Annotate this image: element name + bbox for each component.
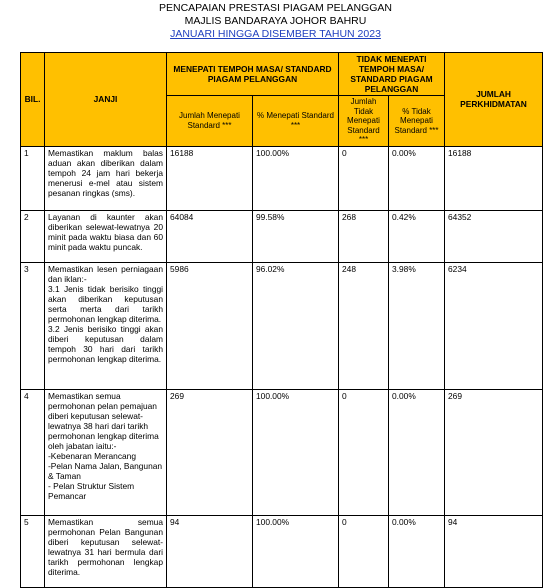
cell-bil: 2 <box>21 210 45 262</box>
cell-bil: 3 <box>21 262 45 389</box>
cell-jumlah-menepati: 16188 <box>167 146 253 210</box>
janji-text: - Pelan Struktur Sistem Pemancar <box>48 480 135 501</box>
table-row <box>21 210 543 262</box>
janji-text: -Kebenaran Merancang <box>48 450 136 461</box>
cell-pct-tidak: 0.00% <box>389 146 445 210</box>
cell-pct-tidak: 0.42% <box>389 210 445 262</box>
table-row <box>21 389 543 515</box>
cell-janji <box>45 515 167 587</box>
cell-pct-menepati: 100.00% <box>253 515 339 587</box>
cell-jumlah-tidak: 268 <box>339 210 389 262</box>
header-jumlah-tidak-menepati: Jumlah Tidak Menepati Standard *** <box>339 96 389 147</box>
header-pct-menepati: % Menepati Standard *** <box>253 96 339 147</box>
cell-janji <box>45 262 167 389</box>
header-janji: JANJI <box>45 53 167 147</box>
cell-bil: 5 <box>21 515 45 587</box>
janji-text: Memastikan lesen perniagaan dan iklan:- <box>48 263 163 284</box>
cell-jumlah-menepati: 5986 <box>167 262 253 389</box>
document-header <box>0 2 551 41</box>
cell-janji <box>45 146 167 210</box>
cell-pct-menepati: 96.02% <box>253 262 339 389</box>
cell-pct-menepati: 100.00% <box>253 389 339 515</box>
janji-text: Memastikan semua permohonan Pelan Bangunan diberi keputusan selewat-lewatnya 31 hari bermula dari tarikh permohonan lengkap diterima. <box>48 516 163 577</box>
cell-jumlah-menepati: 269 <box>167 389 253 515</box>
janji-text: Layanan di kaunter akan diberikan selewat-lewatnya 20 minit pada waktu biasa dan 60 minit pada waktu puncak. <box>48 211 163 252</box>
cell-jumlah: 6234 <box>445 262 543 389</box>
cell-jumlah-tidak: 248 <box>339 262 389 389</box>
header-menepati-group: MENEPATI TEMPOH MASA/ STANDARD PIAGAM PELANGGAN <box>167 53 339 96</box>
cell-jumlah: 64352 <box>445 210 543 262</box>
header-tidak-menepati-group: TIDAK MENEPATI TEMPOH MASA/ STANDARD PIAGAM PELANGGAN <box>339 53 445 96</box>
cell-pct-menepati: 100.00% <box>253 146 339 210</box>
cell-jumlah: 16188 <box>445 146 543 210</box>
table-row <box>21 515 543 587</box>
title-line-1: PENCAPAIAN PRESTASI PIAGAM PELANGGAN <box>158 2 392 14</box>
janji-text: Memastikan maklum balas aduan akan diberikan dalam tempoh 24 jam hari bekerja menerusi e-mel atau sistem pesanan ringkas (sms). <box>48 147 163 198</box>
cell-bil: 4 <box>21 389 45 515</box>
cell-jumlah-tidak: 0 <box>339 389 389 515</box>
header-jumlah-perkhidmatan: JUMLAH PERKHIDMATAN <box>445 53 543 147</box>
table-row <box>21 262 543 389</box>
janji-text: -Pelan Nama Jalan, Bangunan & Taman <box>48 460 163 481</box>
cell-pct-menepati: 99.58% <box>253 210 339 262</box>
header-pct-tidak-menepati: % Tidak Menepati Standard *** <box>389 96 445 147</box>
performance-table <box>20 52 543 588</box>
cell-pct-tidak: 0.00% <box>389 389 445 515</box>
cell-janji <box>45 210 167 262</box>
cell-jumlah-menepati: 64084 <box>167 210 253 262</box>
cell-jumlah-menepati: 94 <box>167 515 253 587</box>
cell-pct-tidak: 0.00% <box>389 515 445 587</box>
janji-text: 3.1 Jenis tidak berisiko tinggi akan diberikan keputusan serta merta dari tarikh permohonan lengkap diterima. <box>48 283 163 324</box>
cell-pct-tidak: 3.98% <box>389 262 445 389</box>
table-row <box>21 146 543 210</box>
janji-text: 3.2 Jenis berisiko tinggi akan diberi keputusan dalam tempoh 30 hari dari tarikh permohonan lengkap diterima. <box>48 323 163 364</box>
cell-jumlah-tidak: 0 <box>339 146 389 210</box>
cell-janji <box>45 389 167 515</box>
cell-jumlah-tidak: 0 <box>339 515 389 587</box>
janji-text: Memastikan semua permohonan pelan pemajuan diberi keputusan selewat-lewatnya 38 hari dari tarikh permohonan lengkap diterima oleh jabatan iaitu:- <box>48 390 159 451</box>
period-link[interactable]: JANUARI HINGGA DISEMBER TAHUN 2023 <box>170 28 381 40</box>
header-bil: BIL. <box>21 53 45 147</box>
title-line-2: MAJLIS BANDARAYA JOHOR BAHRU <box>184 15 367 27</box>
cell-jumlah: 269 <box>445 389 543 515</box>
cell-jumlah: 94 <box>445 515 543 587</box>
header-jumlah-menepati: Jumlah Menepati Standard *** <box>167 96 253 147</box>
cell-bil: 1 <box>21 146 45 210</box>
